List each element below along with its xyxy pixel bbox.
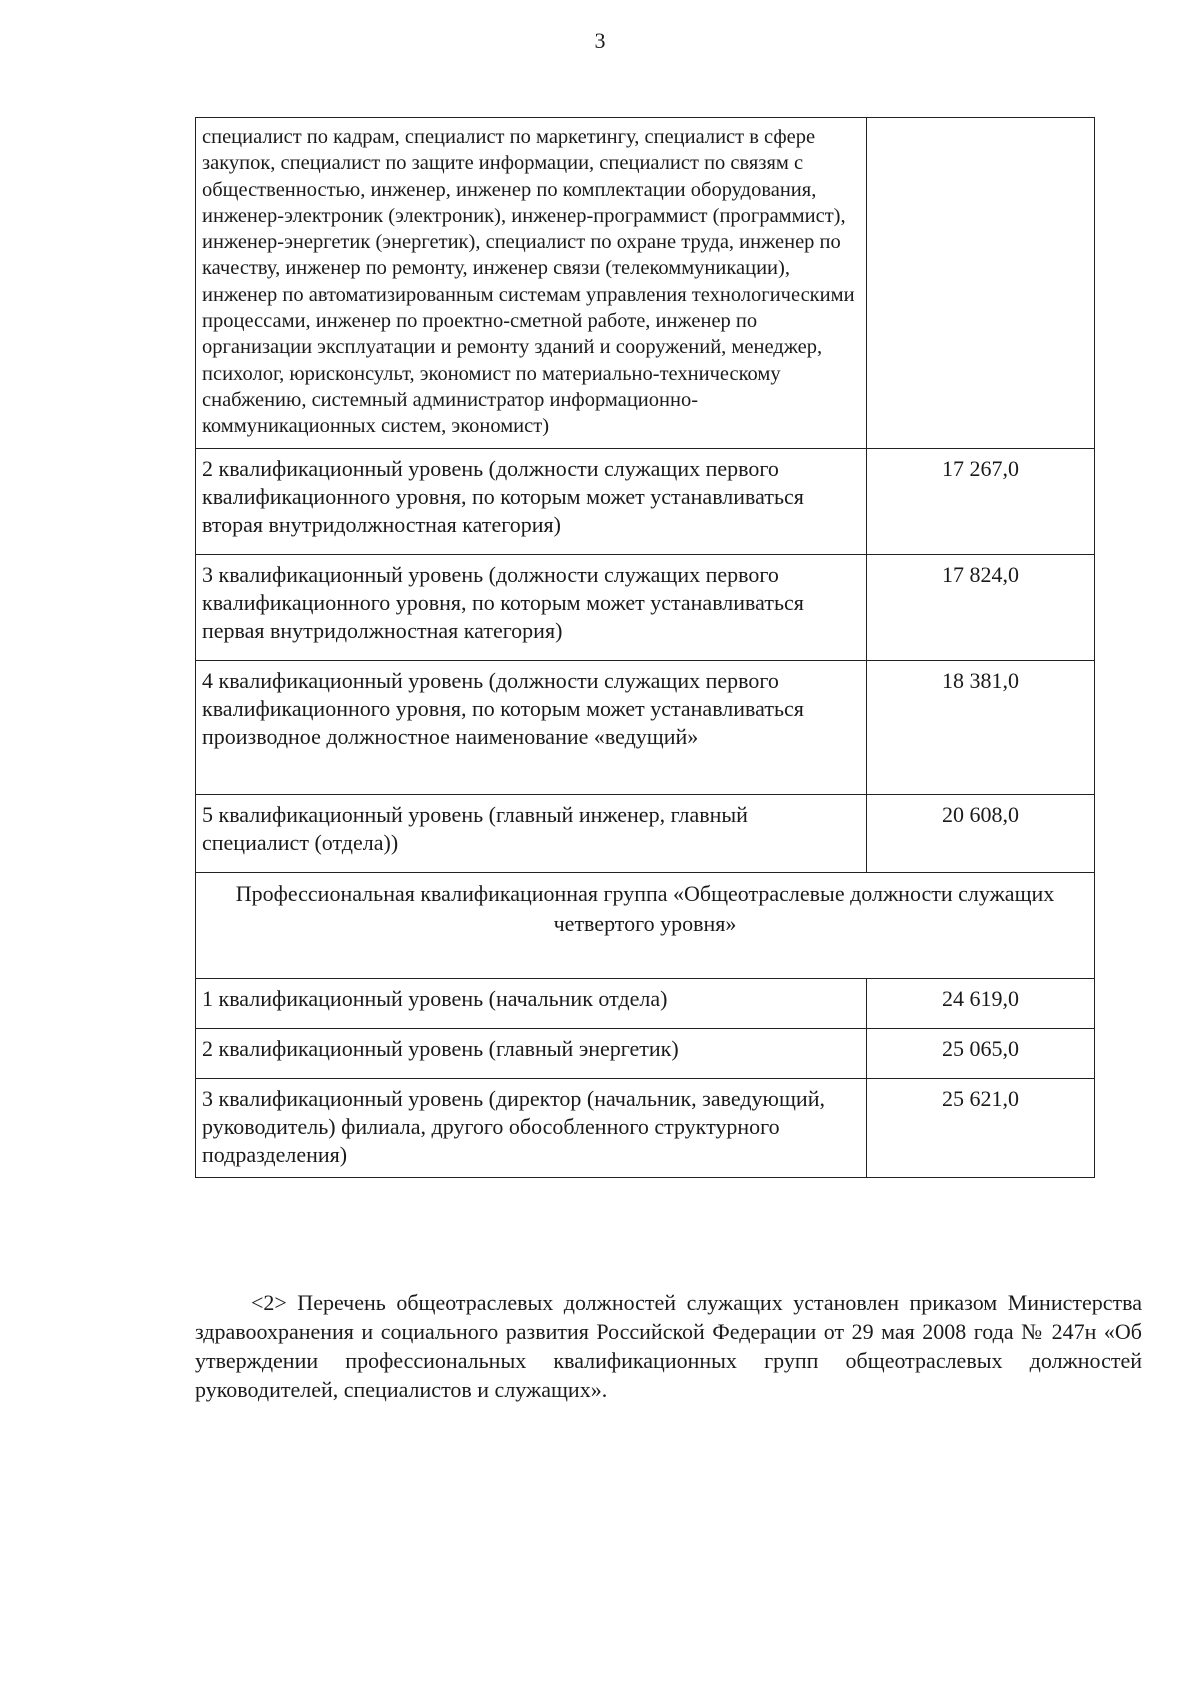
table-row (196, 1028, 1095, 1078)
salary-value-cell: 25 065,0 (867, 1028, 1095, 1078)
position-name-cell: специалист по кадрам, специалист по маркетингу, специалист в сфере закупок, специалист по защите информации, специалист по связям с общественностью, инженер, инженер по комплектации оборудования, инженер-электроник (электроник), инженер-программист (программист), инженер-энергетик (энергетик), специалист по охране труда, инженер по качеству, инженер по ремонту, инженер связи (телекоммуникации), инженер по автоматизированным системам управления технологическими процессами, инженер по проектно-сметной работе, инженер по организации эксплуатации и ремонту зданий и сооружений, менеджер, психолог, юрисконсульт, экономист по материально-техническому снабжению, системный администратор информационно-коммуникационных систем, экономист) (196, 118, 867, 449)
position-name-cell: 3 квалификационный уровень (должности служащих первого квалификационного уровня, по которым может устанавливаться первая внутридолжностная категория) (196, 554, 867, 660)
salary-value-cell: 17 267,0 (867, 448, 1095, 554)
salary-value-cell: 24 619,0 (867, 978, 1095, 1028)
table-row (196, 660, 1095, 794)
group-header: Профессиональная квалификационная группа «Общеотраслевые должности служащих четвертого уровня» (196, 872, 1095, 978)
salary-value-cell: 25 621,0 (867, 1078, 1095, 1177)
position-name-cell: 1 квалификационный уровень (начальник отдела) (196, 978, 867, 1028)
group-header-row (196, 872, 1095, 978)
salary-value-cell: 20 608,0 (867, 794, 1095, 872)
position-name-cell: 3 квалификационный уровень (директор (начальник, заведующий, руководитель) филиала, другого обособленного структурного подразделения) (196, 1078, 867, 1177)
table-row (196, 554, 1095, 660)
salary-value-cell: 18 381,0 (867, 660, 1095, 794)
footnote: <2> Перечень общеотраслевых должностей служащих установлен приказом Министерства здравоохранения и социального развития Российской Федерации от 29 мая 2008 года № 247н «Об утверждении профессиональных квалификационных групп общеотраслевых должностей руководителей, специалистов и служащих». (195, 1290, 1142, 1402)
position-name-cell: 2 квалификационный уровень (должности служащих первого квалификационного уровня, по которым может устанавливаться вторая внутридолжностная категория) (196, 448, 867, 554)
page-number: 3 (594, 28, 606, 53)
table-row (196, 978, 1095, 1028)
table-row (196, 448, 1095, 554)
table-row (196, 794, 1095, 872)
position-name-cell: 2 квалификационный уровень (главный энергетик) (196, 1028, 867, 1078)
table-row (196, 118, 1095, 449)
salary-value-cell: 17 824,0 (867, 554, 1095, 660)
position-name-cell: 4 квалификационный уровень (должности служащих первого квалификационного уровня, по которым может устанавливаться производное должностное наименование «ведущий» (196, 660, 867, 794)
salary-value-cell (867, 118, 1095, 449)
table-row (196, 1078, 1095, 1177)
salary-table (195, 117, 1095, 1178)
position-name-cell: 5 квалификационный уровень (главный инженер, главный специалист (отдела)) (196, 794, 867, 872)
